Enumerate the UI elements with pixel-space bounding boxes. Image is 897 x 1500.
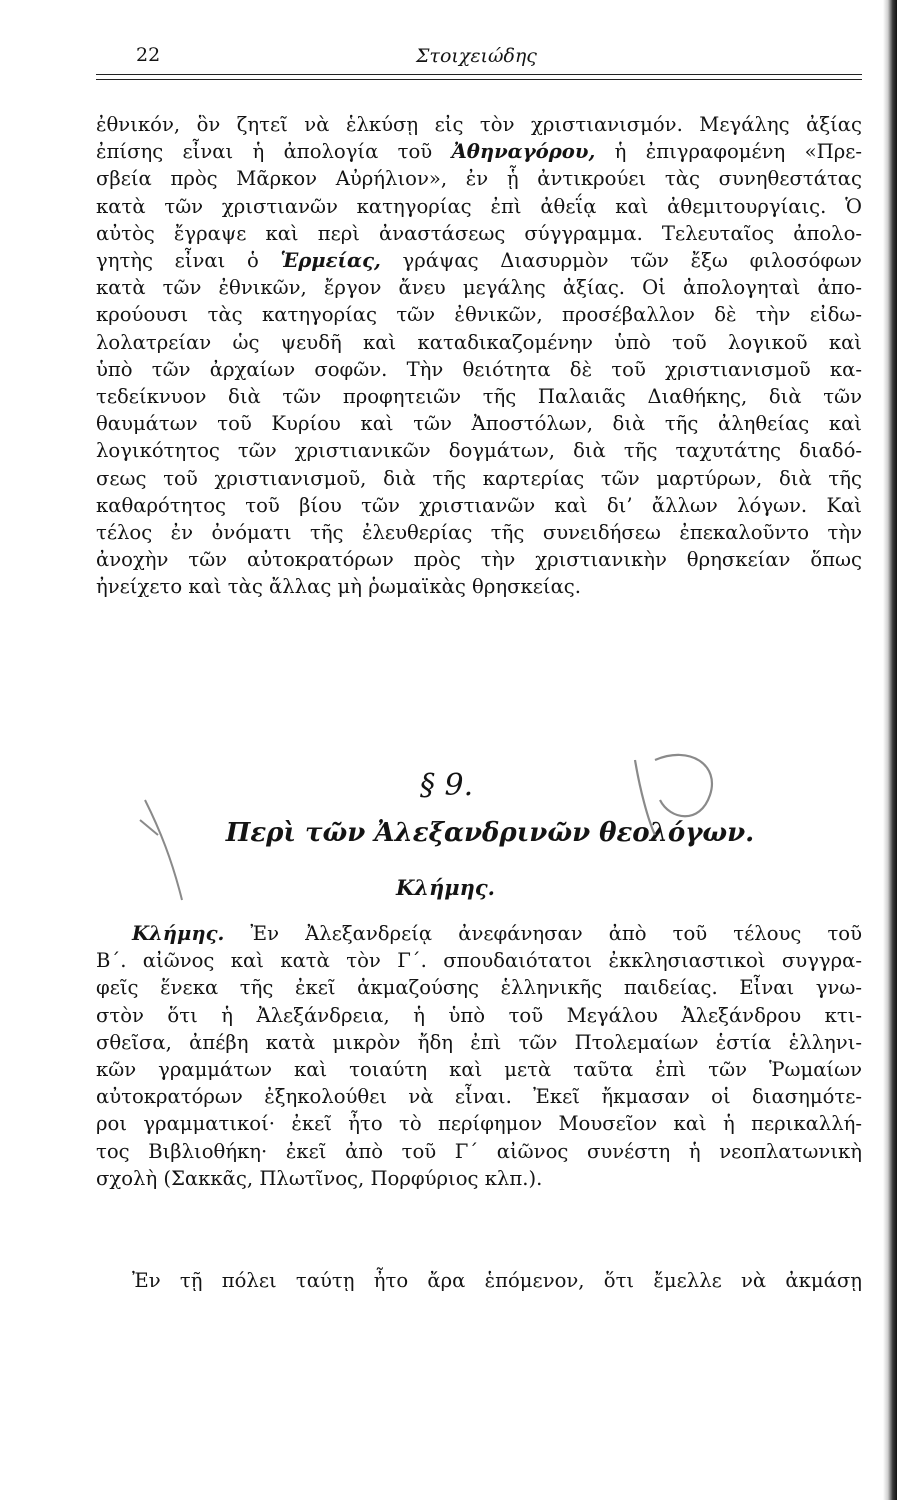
text-span: κατὰ τῶν χριστιανῶν κατηγορίας ἐπὶ ἀθεΐᾳ καὶ ἀθεμιτουργίαις. Ὁ — [96, 194, 862, 218]
text-line — [96, 546, 862, 573]
text-line — [96, 920, 862, 947]
text-line — [96, 1165, 862, 1192]
text-line — [96, 383, 862, 410]
text-span: αὐτὸς ἔγραψε καὶ περὶ ἀναστάσεως σύγγραμμα. Τελευταῖος ἀπολο- — [96, 221, 862, 245]
text-line — [96, 1029, 862, 1056]
text-span: τεδείκνυον διὰ τῶν προφητειῶν τῆς Παλαιᾶς Διαθήκης, διὰ τῶν — [96, 385, 862, 409]
paragraph-apologists — [96, 111, 862, 601]
paragraph-clement — [96, 920, 862, 1192]
text-span: σθεῖσα, ἀπέβη κατὰ μικρὸν ἤδη ἐπὶ τῶν Πτολεμαίων ἑστία ἑλληνι- — [96, 1030, 862, 1054]
text-span: θαυμάτων τοῦ Κυρίου καὶ τῶν Ἀποστόλων, διὰ τῆς ἀληθείας καὶ — [96, 412, 862, 436]
text-span: σβεία πρὸς Μᾶρκον Αὐρήλιον», ἐν ᾗ ἀντικρούει τὰς συνηθεστάτας — [96, 167, 862, 191]
text-line — [96, 138, 862, 165]
page-header — [96, 40, 862, 70]
text-line — [96, 410, 862, 437]
text-line — [96, 519, 862, 546]
text-span: ἠνείχετο καὶ τὰς ἄλλας μὴ ῥωμαϊκὰς θρησκείας. — [96, 575, 582, 599]
page-number: 22 — [136, 44, 161, 66]
text-line — [96, 220, 862, 247]
text-line — [96, 974, 862, 1001]
page-edge-shadow — [883, 0, 897, 1500]
subsection-title: Κλήμης. — [396, 875, 495, 900]
text-span: λολατρείαν ὡς ψευδῆ καὶ καταδικαζομένην ὑπὸ τοῦ λογικοῦ καὶ — [96, 330, 862, 354]
header-rule-bottom — [96, 79, 862, 80]
text-span: αὐτοκρατόρων ἐξηκολούθει νὰ εἶναι. Ἐκεῖ ἤκμασαν οἱ διασημότε- — [96, 1085, 862, 1109]
text-line — [96, 247, 862, 274]
paragraph-city — [96, 1267, 862, 1294]
text-span: ἐθνικόν, ὃν ζητεῖ νὰ ἑλκύσῃ εἰς τὸν χριστιανισμόν. Μεγάλης ἀξίας — [96, 113, 862, 136]
text-span: σχολὴ (Σακκᾶς, Πλωτῖνος, Πορφύριος κλπ.). — [96, 1166, 543, 1190]
text-span: κῶν γραμμάτων καὶ τοιαύτη καὶ μετὰ ταῦτα ἐπὶ τῶν Ῥωμαίων — [96, 1058, 862, 1082]
text-span: γητὴς εἶναι ὁ — [96, 249, 281, 273]
text-span: κατὰ τῶν ἐθνικῶν, ἔργον ἄνευ μεγάλης ἀξίας. Οἱ ἀπολογηταὶ ἀπο- — [96, 276, 862, 300]
text-line — [96, 193, 862, 220]
running-head: Στοιχειώδης — [416, 45, 537, 67]
text-span: Ἐν τῇ πόλει ταύτῃ ἦτο ἄρα ἑπόμενον, ὅτι ἔμελλε νὰ ἀκμάσῃ — [132, 1269, 862, 1292]
text-line — [96, 465, 862, 492]
text-span: ἀνοχὴν τῶν αὐτοκρατόρων πρὸς τὴν χριστιανικὴν θρησκείαν ὅπως — [96, 548, 862, 572]
text-line — [96, 329, 862, 356]
pencil-stroke-small — [140, 820, 158, 835]
text-span: καθαρότητος τοῦ βίου τῶν χριστιανῶν καὶ δι’ ἄλλων λόγων. Καὶ — [96, 493, 862, 517]
text-line — [96, 492, 862, 519]
text-line — [96, 1267, 862, 1294]
text-line — [96, 274, 862, 301]
text-line — [96, 1002, 862, 1029]
section-title: Περὶ τῶν Ἀλεξανδρινῶν θεολόγων. — [225, 818, 755, 848]
text-line — [96, 301, 862, 328]
text-span: ὑπὸ τῶν ἀρχαίων σοφῶν. Τὴν θειότητα δὲ τοῦ χριστιανισμοῦ κα- — [96, 357, 862, 381]
text-span: γράψας Διασυρμὸν τῶν ἔξω φιλοσόφων — [380, 249, 862, 273]
header-rule-top — [96, 74, 862, 75]
text-span: τέλος ἐν ὀνόματι τῆς ἐλευθερίας τῆς συνειδήσεω ἐπεκαλοῦντο τὴν — [96, 521, 862, 545]
text-span: Β΄. αἰῶνος καὶ κατὰ τὸν Γ΄. σπουδαιότατοι ἐκκλησιαστικοὶ συγγρα- — [96, 949, 862, 973]
text-span: τος Βιβλιοθήκη· ἐκεῖ ἀπὸ τοῦ Γ΄ αἰῶνος συνέστη ἡ νεοπλατωνικὴ — [96, 1139, 862, 1163]
text-span: στὸν ὅτι ἡ Ἀλεξάνδρεια, ἡ ὑπὸ τοῦ Μεγάλου Ἀλεξάνδρου κτι- — [96, 1003, 862, 1027]
text-line — [96, 1110, 862, 1137]
pencil-stroke-left — [145, 800, 182, 900]
text-line — [96, 1138, 862, 1165]
section-number: § 9. — [420, 768, 474, 803]
text-span: λογικότητος τῶν χριστιανικῶν δογμάτων, διὰ τῆς ταχυτάτης διαδό- — [96, 439, 862, 463]
text-line — [96, 573, 862, 600]
text-span: Ἐν Ἀλεξανδρείᾳ ἀνεφάνησαν ἀπὸ τοῦ τέλους τοῦ — [224, 922, 862, 945]
text-span: σεως τοῦ χριστιανισμοῦ, διὰ τῆς καρτερίας τῶν μαρτύρων, διὰ τῆς — [96, 466, 862, 490]
text-line — [96, 165, 862, 192]
name-clement: Κλήμης. — [132, 922, 225, 945]
text-line — [96, 1056, 862, 1083]
text-line — [96, 437, 862, 464]
text-line — [96, 356, 862, 383]
text-line — [96, 1083, 862, 1110]
text-span: κρούουσι τὰς κατηγορίας τῶν ἐθνικῶν, προσέβαλλον δὲ τὴν εἰδω- — [96, 303, 862, 327]
text-span: ἐπίσης εἶναι ἡ ἀπολογία τοῦ — [96, 140, 452, 164]
name-hermeias: Ἑρμείας, — [280, 249, 381, 273]
text-line — [96, 947, 862, 974]
text-span: φεῖς ἕνεκα τῆς ἐκεῖ ἀκμαζούσης ἑλληνικῆς παιδείας. Εἶναι γνω- — [96, 976, 862, 1000]
text-span: ροι γραμματικοί· ἐκεῖ ἦτο τὸ περίφημον Μουσεῖον καὶ ἡ περικαλλή- — [96, 1112, 862, 1136]
text-span: ἡ ἐπιγραφομένη «Πρε- — [595, 140, 862, 164]
name-athenagoras: Ἀθηναγόρου, — [451, 140, 596, 164]
text-line — [96, 111, 862, 138]
